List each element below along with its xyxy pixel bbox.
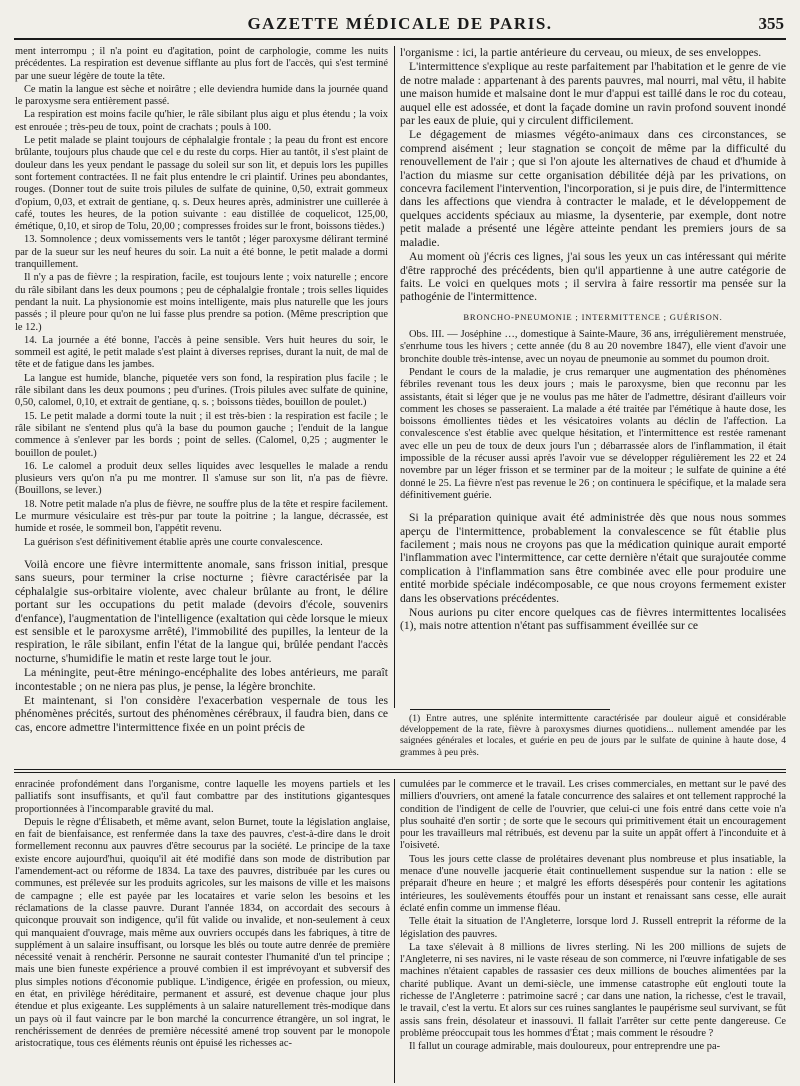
paragraph: Il fallut un courage admirable, mais douloureux, pour entreprendre une pa- bbox=[409, 1041, 721, 1053]
page-number: 355 bbox=[758, 14, 784, 33]
paragraph: Nous aurions pu citer encore quelques cas de fièvres intermittentes localisées (1), mais notre attention n'étant pas suffisamment éveillée sur ce bbox=[400, 606, 786, 633]
paragraph: Tous les jours cette classe de prolétaires devenant plus nombreuse et plus insatiable, la menace d'une nouvelle jacquerie était continuellement suspendue sur la nation : elle se préparait d'heure en heure ; et malgré les efforts désespérés pour contenir les agitations intérieures, les soulèvements étouffés pour un instant et renaissant sans cesse, elle aurait éclaté enfin comme un immense fléau. bbox=[400, 853, 786, 914]
paragraph: La langue est humide, blanche, piquetée vers son fond, la respiration plus facile ; le râle sibilant dans les deux poumons ; peu d'urines. (Trois pilules avec sulfate de quinine, 0,50, calomel, 0,10, et extrait de gentiane, q. s. ; boissons tièdes, bouillon de poulet.) bbox=[15, 372, 388, 409]
paragraph: Il n'y a pas de fièvre ; la respiration, facile, est toujours lente ; voix naturelle ; encore du râle sibilant dans les deux poumons ; peu de céphalalgie frontale ; trois selles liquides pendant la nuit. La physionomie est moins intelligente, mais plus naturelle que les jours passés ; il pleure pour qu'on ne lui fasse plus prendre sa potion. (Même prescription que le 12.) bbox=[15, 272, 388, 333]
footnote bbox=[400, 713, 786, 763]
paragraph: 13. Somnolence ; deux vomissements vers le tantôt ; léger paroxysme délirant terminé par de la sueur sur les neuf heures du soir. La nuit a été bonne, le petit malade a dormi tranquillement. bbox=[15, 234, 388, 271]
paragraph: Voilà encore une fièvre intermittente anomale, sans frisson initial, presque sans sueurs, pour terminer la crise nocturne ; fièvre caractérisée par la céphalalgie sus-orbitaire violente, avec chaleur brûlante au front, le délire portant sur les occupations du petit malade (devoirs d'école, souvenirs d'enfance), l'augmentation de l'intelligence (exaltation qui cède lorsque le mieux est sensible et le paroxysme arrêté), l'immobilité des pupilles, la lenteur de la respiration, le râle sibilant, enfin l'état de la langue qui, brûlée pendant l'accès nocturne, s'humidifie le matin et reste large tout le jour. bbox=[15, 557, 388, 665]
feuilleton-rule-lower bbox=[14, 772, 786, 773]
column-bottom-right bbox=[400, 779, 786, 1083]
paragraph: L'intermittence s'explique au reste parfaitement par l'habitation et le genre de vie de notre malade : appartenant à des parents pauvres, mal nourri, mal vêtu, il habite une maison humide et malsaine dont le mur d'appui est taillé dans le roc du coteau, auquel elle est adossée, et dont la façade domine un ravin profond souvent inondé par les eaux de pluie, qui y circulent difficilement. bbox=[400, 60, 786, 128]
column-divider bbox=[394, 46, 395, 708]
section-heading: BRONCHO-PNEUMONIE ; INTERMITTENCE ; GUÉRISON. bbox=[463, 311, 723, 322]
paragraph: Le dégagement de miasmes végéto-animaux dans ces circonstances, se comprend aisément ; leur stagnation se conçoit de même par la difficulté du renouvellement de l'air ; que si l'on ajoute les alternatives de chaud et d'humide à l'action du miasme sur cette organisation débilitée déjà par les privations, on concevra facilement l'intervention, l'incorporation, si je puis dire, de l'intermittence dans les affections que viendra à contracter le malade, et le développement de quelques accidents spéciaux au miasme, la dysenterie, par exemple, dont notre petit malade a présenté une légère atteinte pendant les premiers jours de sa maladie. bbox=[400, 128, 786, 249]
paragraph: La respiration est moins facile qu'hier, le râle sibilant plus aigu et plus étendu ; la voix est enrouée ; très-peu de toux, point de crachats ; pouls à 100. bbox=[15, 109, 388, 133]
paragraph: ment interrompu ; il n'a point eu d'agitation, point de carphologie, comme les nuits précédentes. La respiration est devenue sifflante au plus fort de l'accès, qui s'est terminé par une sueur légère de toute la tête. bbox=[15, 46, 388, 82]
feuilleton-rule bbox=[14, 769, 786, 770]
paragraph: Pendant le cours de la maladie, je crus remarquer une augmentation des phénomènes fébriles revenant tous les deux jours ; mais le paroxysme, bien que reconnu par les assistants, était si léger que je ne voulus pas me hâter de l'admettre, désirant d'ailleurs voir comment les choses se passeraient. La malade a été traitée par l'émétique à haute dose, les boissons émollientes tièdes et les vésicatoires volants au déclin de l'affection. La convalescence s'est établie avec quelque hésitation, et l'intermittence est restée ramenant avec elle un peu de toux de deux jours l'un ; débarrassée alors de l'inflammation, il était impossible de la récuser aussi après l'avoir vue se développer régulièrement les 22 et 24 novembre par un léger frisson et se terminer par de la moiteur ; le sulfate de quinine a été donné le 25. La fièvre n'est pas revenue le 26 ; on continuera le spécifique, et la malade sera définitivement guérie. bbox=[400, 366, 786, 501]
paragraph: Au moment où j'écris ces lignes, j'ai sous les yeux un cas intéressant qui mérite d'être rapproché des précédents, bien qu'il appartienne à une autre catégorie de faits. Le voici en quelques mots ; il servira à faire ressortir ma pensée sur la pathogénie de l'intermittence. bbox=[400, 250, 786, 304]
paragraph: 18. Notre petit malade n'a plus de fièvre, ne souffre plus de la tête et respire facilement. Le murmure vésiculaire est très-pur par toute la poitrine ; la langue, décrassée, est humide et rosée, le sommeil bon, l'appétit revenu. bbox=[15, 498, 388, 535]
column-top-right bbox=[400, 46, 786, 708]
paragraph: enracinée profondément dans l'organisme, contre laquelle les moyens partiels et les palliatifs sont insuffisants, et qu'il faut combattre par des institutions gigantesques proportionnées à l'incomparable gravité du mal. bbox=[15, 779, 390, 815]
paragraph: 15. Le petit malade a dormi toute la nuit ; il est très-bien : la respiration est facile ; le râle sibilant ne s'entend plus qu'à la base du poumon gauche ; l'enduit de la langue commence à s'enlever par les bords ; point de selles. (Calomel, 0,25 ; augmenter le bouillon de poulet.) bbox=[15, 410, 388, 459]
column-bottom-left bbox=[15, 779, 390, 1083]
paragraph: Obs. III. — Joséphine …, domestique à Sainte-Maure, 36 ans, irrégulièrement menstruée, s'enrhume tous les hivers ; cette année (du 8 au 20 novembre 1847), elle vient d'avoir une bronchite double très-intense, avec un noyau de pneumonie au sommet du poumon droit. bbox=[400, 329, 786, 365]
column-divider-bottom bbox=[394, 779, 395, 1083]
paragraph: Si la préparation quinique avait été administrée dès que nous nous sommes aperçu de l'intermittence, probablement la convalescence se fût établie plus facilement ; mais nous ne croyons pas que la médication quinique aurait emporté l'inflammation avec l'intermittence, car cette dernière n'était que surajoutée comme complication à l'inflammation sans être combinée avec elle pour produire une entité morbide spéciale indécomposable, ce que nous croyons fermement exister dans les observations précédentes. bbox=[400, 511, 786, 605]
running-title: GAZETTE MÉDICALE DE PARIS. bbox=[247, 14, 553, 33]
paragraph: La méningite, peut-être méningo-encéphalite des lobes antérieurs, me paraît incontestable ; on ne niera pas plus, je pense, la légère bronchite. bbox=[15, 666, 388, 693]
footnote-rule bbox=[410, 709, 610, 710]
column-top-left bbox=[15, 46, 388, 734]
page-header bbox=[14, 12, 786, 40]
paragraph: 16. Le calomel a produit deux selles liquides avec lesquelles le malade a rendu plusieurs vers qu'on n'a pu me montrer. Il s'amuse sur son lit, n'a pas de fièvre. (Bouillons, se lever.) bbox=[15, 460, 388, 497]
paragraph: La taxe s'élevait à 8 millions de livres sterling. Ni les 200 millions de sujets de l'Angleterre, ni ses navires, ni le vaste réseau de son commerce, ni l'œuvre infatigable de ses machines n'étaient capables de rassasier ces deux millions de bouches alimentées par la charité publique. Avant un demi-siècle, une immense catastrophe eût englouti toute la richesse de l'Angleterre : patrimoine sacré ; car dans une nation, la richesse, c'est le travail, le travail, c'est la vertu. Et alors sur ces ruines sanglantes le paupérisme seul survivant, se fût assis sans frein, désolateur et inassouvi. Il fallait l'arrêter sur cette pente dangereuse. Ce problème préoccupait tous les hommes d'État ; mais comment le résoudre ? bbox=[400, 941, 786, 1039]
paragraph: l'organisme : ici, la partie antérieure du cerveau, ou mieux, de ses enveloppes. bbox=[400, 46, 762, 59]
header-rule bbox=[14, 38, 786, 40]
paragraph: Ce matin la langue est sèche et noirâtre ; elle deviendra humide dans la journée quand le paroxysme sera entièrement passé. bbox=[15, 83, 388, 108]
paragraph: Le petit malade se plaint toujours de céphalalgie frontale ; la peau du front est encore brûlante, toujours plus chaude que cel e du reste du corps. Hier au tantôt, il s'est plaint de douleur dans les yeux pendant le passage du soleil sur son lit, et depuis lors les pupilles sont fortement contractées. Il ne fait plus entendre le cri plaintif. Urines peu abondantes, rouges. (Donner tout de suite trois pilules de sulfate de quinine, 0,50, extrait gommeux d'opium, 0,03, et extrait de gentiane, q. s. Deux heures après, administrer une cuillerée à café, toutes les heures, de la potion suivante : eau distillée de coquelicot, 125,00, émétique, 0,10, et sirop de Tolu, 20,00 ; compresses froides sur le front, boissons tièdes.) bbox=[15, 135, 388, 233]
paragraph: Et maintenant, si l'on considère l'exacerbation vespernale de tous les phénomènes précités, surtout des phénomènes cérébraux, il faudra bien, dans ce cas, encore admettre l'intermittence fixée en un point précis de bbox=[15, 693, 388, 734]
paragraph: Telle était la situation de l'Angleterre, lorsque lord J. Russell entreprit la réforme de la législation des pauvres. bbox=[400, 916, 786, 940]
paragraph: Depuis le règne d'Élisabeth, et même avant, selon Burnet, toute la législation anglaise, en fait de bienfaisance, est renfermée dans la taxe des pauvres, c'est-à-dire dans le droit formellement reconnu aux pauvres d'être secourus par la société. Le principe de la taxe existe encore aujourd'hui, quoiqu'il ait été modifié dans son mode de distribution par l'amendement-act ou réforme de 1834. La taxe des pauvres, distribuée par les cures ou communes, est prélevée sur les produits agricoles, sur les maisons de ville et les maisons de campagne ; elle est payée par les locataires et varie selon les besoins et les réclamations de la classe pauvre. Durant l'année 1834, on accordait des secours à quiconque prouvait son indigence, qu'il fût valide ou invalide, et non-seulement à ceux qui manquaient d'ouvrage, mais même aux ouvriers occupés dans les fabriques, à titre de supplément à un salaire insuffisant, ou lorsque les blés ou toute autre denrée de première nécessité venait à renchérir. Personne ne saurait contester l'humanité d'un tel principe ; mais une bien funeste expérience a prouvé combien il est imprévoyant et subversif des plus simples notions d'économie publique. L'indigence, érigée en profession, ou mieux, en état, en privilège héréditaire, permanent et assuré, est devenue chaque jour plus étendue et plus exigeante. Les suppléments à un salaire naturellement très-modique dans un pays où il faut vaincre par le bon marché la concurrence étrangère, un sol ingrat, le renchérissement de denrées de première nécessité amené trop souvent par le monopole aristocratique, tous ces éléments réunis ont épuisé les richesses ac- bbox=[15, 816, 390, 1050]
paragraph: 14. La journée a été bonne, l'accès à peine sensible. Vers huit heures du soir, le sommeil est agité, le petit malade s'est plaint à diverses reprises, durant la nuit, de mal de tête et de fatigue dans les jambes. bbox=[15, 334, 388, 371]
paragraph: La guérison s'est définitivement établie après une courte convalescence. bbox=[24, 536, 323, 548]
footnote-text: (1) Entre autres, une splénite intermittente caractérisée par douleur aiguë et considérable développement de la rate, fièvre à paroxysmes diurnes quotidiens... nullement amendée par les saignées générales et locales, et guérie en peu de jours par le sulfate de quinine à haute dose, 4 grammes à peu près. bbox=[400, 713, 786, 758]
paragraph: cumulées par le commerce et le travail. Les crises commerciales, en mettant sur le pavé des milliers d'ouvriers, ont amené la fatale concurrence des salaires et ont tellement rapproché la condition de l'indigent de celle de l'ouvrier, que celui-ci une fois entré dans cette voie n'a plus souhaité d'en sortir ; de sorte que le secours qui primitivement était un encouragement pour les travailleurs mal rétribués, est devenu par la suite un appât offert à l'inconduite et à l'oisiveté. bbox=[400, 779, 786, 852]
